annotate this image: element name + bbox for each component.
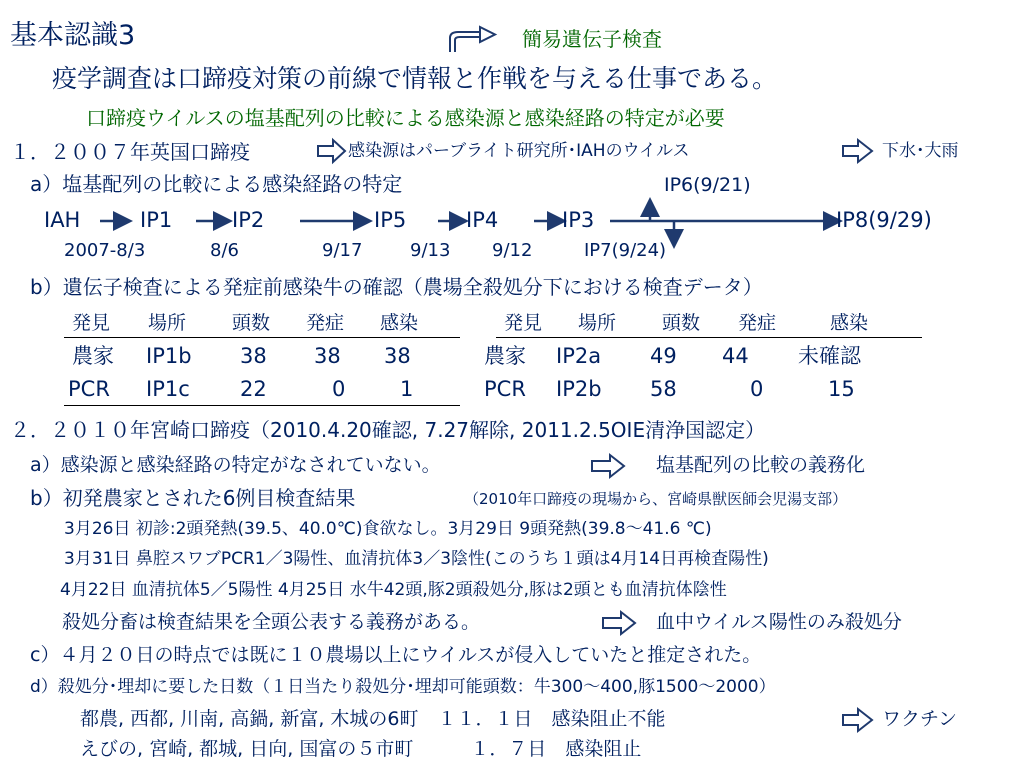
section2b-duty: 殺処分畜は検査結果を全頭公表する義務がある。 [62, 611, 481, 633]
section2a-result: 塩基配列の比較の義務化 [656, 454, 866, 476]
ip6-label: IP6(9/21) [664, 174, 751, 196]
section1-source: 感染源はパーブライト研究所･IAHのウイルス [348, 141, 690, 161]
table-cell: IP1b [146, 344, 192, 368]
date-ip5: 9/17 [322, 240, 363, 261]
section1-heading: １．２００７年英国口蹄疫 [10, 140, 250, 164]
table-header-cell: 場所 [148, 312, 187, 334]
chain-ip1: IP1 [140, 208, 173, 232]
date-ip2: 8/6 [210, 240, 239, 261]
section1-result: 下水･大雨 [882, 141, 959, 161]
section2b-source: （2010年口蹄疫の現場から、宮崎県獣医師会児湯支部） [464, 490, 848, 508]
section2c-text: c）４月２０日の時点では既に１０農場以上にウイルスが侵入していたと推定された。 [30, 644, 762, 666]
date-ip3: 9/12 [492, 240, 533, 261]
section2b-line: 4月22日 血清抗体5／5陽性 4月25日 水牛42頭,豚2頭殺処分,豚は2頭とも血清抗体陰性 [60, 580, 727, 600]
section2d-text: d）殺処分･埋却に要した日数（１日当たり殺処分･埋却可能頭数：牛300～400,豚1500～2000） [30, 677, 776, 697]
table-cell: 38 [240, 344, 267, 368]
chain-ip2: IP2 [232, 208, 265, 232]
section2d-row1: 都農, 西都, 川南, 高鍋, 新富, 木城の6町 １１．１日 感染阻止不能 [80, 708, 666, 730]
table-cell: IP1c [146, 377, 190, 401]
table-rule [64, 405, 460, 406]
table-cell: 農家 [72, 344, 114, 368]
table-cell: PCR [484, 377, 526, 401]
chain-iah: IAH [44, 208, 81, 232]
table-cell: 49 [650, 344, 677, 368]
date-ip4: 9/13 [410, 240, 451, 261]
table-rule [496, 337, 922, 338]
table-cell: 38 [384, 344, 411, 368]
table-header-cell: 発見 [504, 312, 543, 334]
chain-ip3: IP3 [562, 208, 595, 232]
table-header-cell: 頭数 [232, 312, 271, 334]
section1b-heading: b）遺伝子検査による発症前感染牛の確認（農場全殺処分下における検査データ） [30, 275, 763, 299]
section2-heading: ２．２０１０年宮崎口蹄疫（2010.4.20確認, 7.27解除, 2011.2.5OIE清浄国認定） [10, 418, 766, 442]
table-cell: 0 [332, 377, 346, 401]
table-cell: 44 [722, 344, 749, 368]
section2b-heading: b）初発農家とされた6例目検査結果 [30, 486, 356, 510]
chain-ip5: IP5 [374, 208, 407, 232]
ip7-label: IP7(9/24) [584, 240, 667, 261]
section1a-heading: a）塩基配列の比較による感染経路の特定 [30, 172, 403, 196]
table-cell: 22 [240, 377, 267, 401]
table-cell: IP2b [556, 377, 602, 401]
chain-ip8: IP8(9/29) [836, 208, 932, 232]
table-header-cell: 発見 [72, 312, 111, 334]
date-ip1: 2007-8/3 [64, 240, 146, 261]
headline: 疫学調査は口蹄疫対策の前線で情報と作戦を与える仕事である。 [52, 64, 778, 93]
simple-gene-test-link[interactable]: 簡易遺伝子検査 [522, 27, 662, 51]
table-cell: 15 [828, 377, 855, 401]
chain-ip4: IP4 [466, 208, 499, 232]
table-cell: 0 [750, 377, 764, 401]
table-cell: 38 [314, 344, 341, 368]
section2a-text: a）感染源と感染経路の特定がなされていない。 [30, 454, 441, 476]
table-header-cell: 感染 [830, 312, 869, 334]
table-header-cell: 発症 [306, 312, 345, 334]
section2d-row2: えびの, 宮崎, 都城, 日向, 国富の５市町 １．７日 感染阻止 [80, 738, 642, 760]
table-header-cell: 場所 [578, 312, 617, 334]
section2d-row1-result: ワクチン [882, 708, 958, 730]
table-cell: 未確認 [798, 344, 861, 368]
table-cell: 1 [400, 377, 414, 401]
table-cell: 58 [650, 377, 677, 401]
table-rule [64, 337, 460, 338]
subheadline: 口蹄疫ウイルスの塩基配列の比較による感染源と感染経路の特定が必要 [86, 106, 725, 130]
table-cell: 農家 [484, 344, 526, 368]
page-title: 基本認識3 [10, 20, 136, 51]
table-header-cell: 発症 [738, 312, 777, 334]
section2b-line: 3月31日 鼻腔スワブPCR1／3陽性、血清抗体3／3陰性(このうち１頭は4月14日再検査陽性) [64, 549, 769, 569]
section2b-line: 3月26日 初診:2頭発熱(39.5、40.0℃)食欲なし。3月29日 9頭発熱(39.8～41.6 ℃) [64, 519, 712, 539]
table-cell: IP2a [556, 344, 602, 368]
table-cell: PCR [68, 377, 110, 401]
table-header-cell: 頭数 [662, 312, 701, 334]
section2b-result: 血中ウイルス陽性のみ殺処分 [656, 611, 902, 633]
table-header-cell: 感染 [380, 312, 419, 334]
curved-arrow-icon [450, 27, 495, 52]
